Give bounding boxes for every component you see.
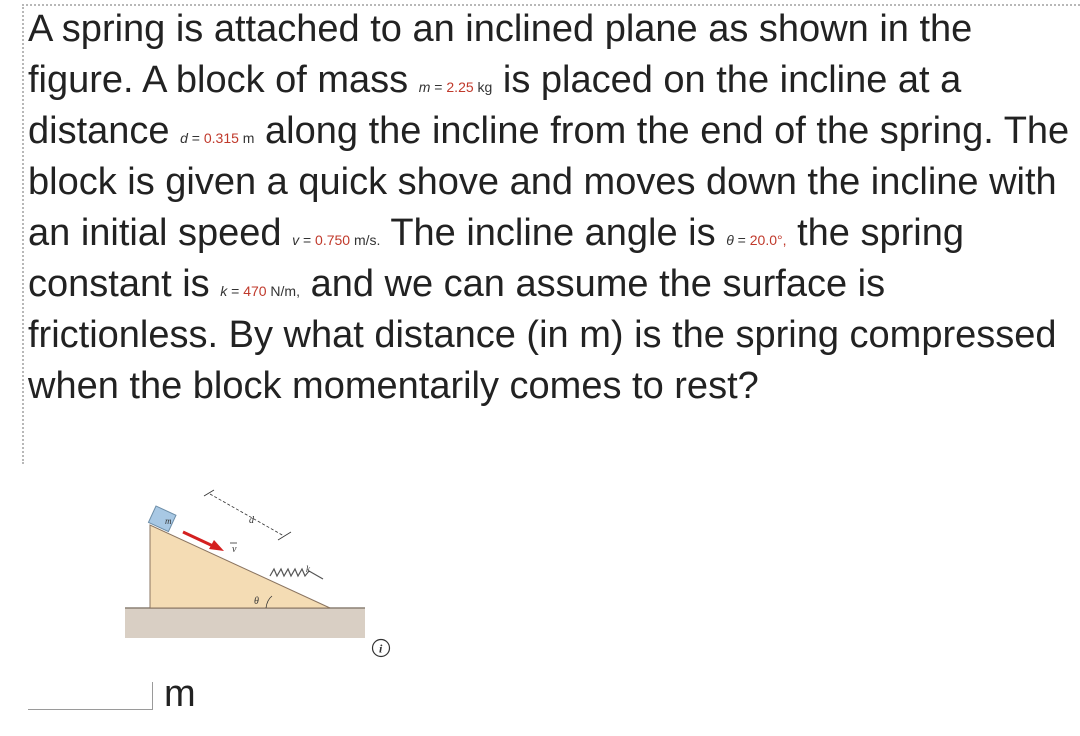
- incline-figure: [120, 480, 370, 640]
- problem-text-part-2: is placed on the incline at a distance: [28, 59, 962, 152]
- info-icon[interactable]: [371, 638, 391, 658]
- velocity-arrowhead: [209, 540, 224, 551]
- block-mass-label: m: [165, 516, 172, 526]
- problem-text-part-4: The incline angle is: [390, 212, 716, 254]
- answer-input[interactable]: [28, 682, 153, 710]
- mass-value: m = 2.25 kg: [418, 79, 493, 95]
- svg-text:i: i: [379, 641, 383, 656]
- speed-value: v = 0.750 m/s.: [292, 232, 381, 248]
- distance-dimension-line: [210, 494, 284, 536]
- angle-value: θ = 20.0°,: [726, 232, 787, 248]
- angle-label: θ: [254, 596, 259, 607]
- answer-unit-label: m: [164, 673, 196, 715]
- left-dotted-border: [22, 4, 24, 464]
- ground: [125, 608, 365, 638]
- distance-tick-right: [278, 532, 291, 540]
- problem-statement: [28, 4, 1074, 412]
- distance-value: d = 0.315 m: [180, 130, 255, 146]
- problem-text-part-1: A spring is attached to an inclined plane as shown in the figure. A block of mass: [28, 8, 973, 101]
- problem-text-part-5: the spring constant is: [28, 212, 964, 305]
- problem-text-part-3: along the incline from the end of the spring. The block is given a quick shove and moves down the incline with an initial speed: [28, 110, 1070, 254]
- distance-label: d: [249, 515, 254, 526]
- problem-text-part-6: and we can assume the surface is frictionless. By what distance (in m) is the spring compressed when the block momentarily comes to rest?: [28, 263, 1057, 407]
- spring-coil: [270, 569, 323, 579]
- spring-constant-value: k = 470 N/m,: [220, 283, 300, 299]
- spring-constant-label: k: [306, 564, 310, 574]
- velocity-label: v: [232, 544, 237, 555]
- incline-plane: [150, 525, 330, 608]
